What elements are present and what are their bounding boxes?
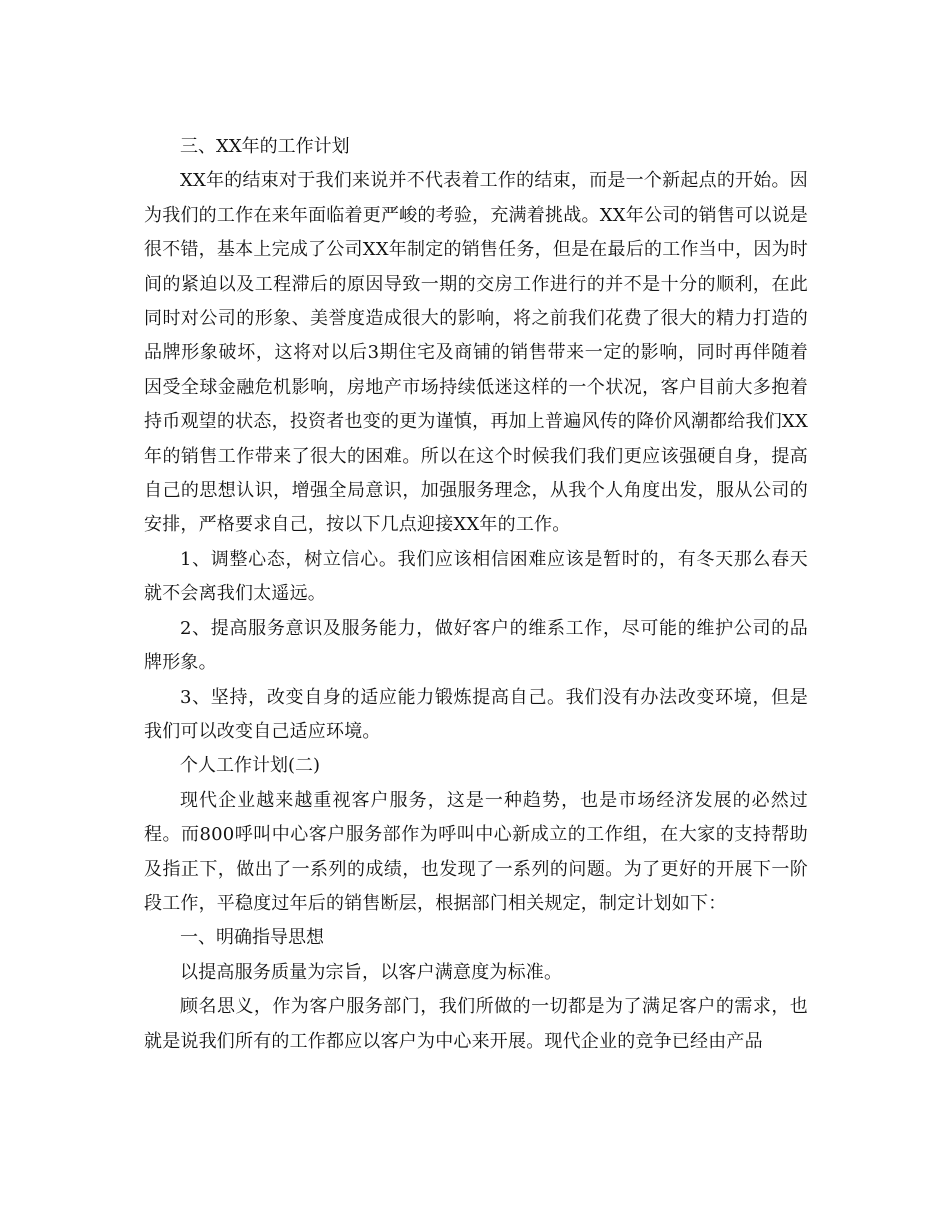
section-heading-personal-plan-2: 个人工作计划(二) [180,755,321,777]
paragraph-point-1: 1、调整心态，树立信心。我们应该相信困难应该是暂时的，有冬天那么春天就不会离我们太遥远。 [144,548,808,605]
paragraph-year-summary: XX年的结束对于我们来说并不代表着工作的结束，而是一个新起点的开始。因为我们的工作在来年面临着更严峻的考验，充满着挑战。XX年公司的销售可以说是很不错，基本上完成了公司XX年制定的销售任务，但是在最后的工作当中，因为时间的紧迫以及工程滞后的原因导致一期的交房工作进行的并不是十分的顺利，在此同时对公司的形象、美誉度造成很大的影响，将之前我们花费了很大的精力打造的品牌形象破坏，这将对以后3期住宅及商铺的销售带来一定的影响，同时再伴随着因受全球金融危机影响，房地产市场持续低迷这样的一个状况，客户目前大多抱着持币观望的状态，投资者也变的更为谨慎，再加上普遍风传的降价风潮都给我们XX年的销售工作带来了很大的困难。所以在这个时候我们我们更应该强硬自身，提高自己的思想认识，增强全局意识，加强服务理念，从我个人角度出发，服从公司的安排，严格要求自己，按以下几点迎接XX年的工作。 [144,170,808,536]
paragraph-customer-centric: 顾名思义，作为客户服务部门，我们所做的一切都是为了满足客户的需求，也就是说我们所有的工作都应以客户为中心来开展。现代企业的竞争已经由产品 [144,996,808,1052]
section-heading-work-plan: 三、XX年的工作计划 [180,136,350,157]
paragraph-point-2: 2、提高服务意识及服务能力，做好客户的维系工作，尽可能的维护公司的品牌形象。 [144,617,808,674]
paragraph-point-3: 3、坚持，改变自身的适应能力锻炼提高自己。我们没有办法改变环境，但是我们可以改变自己适应环境。 [144,686,808,742]
paragraph-service-purpose: 以提高服务质量为宗旨，以客户满意度为标准。 [180,961,563,983]
document-body [144,130,808,1059]
section-heading-guiding-thought: 一、明确指导思想 [180,927,324,949]
paragraph-customer-service-intro: 现代企业越来越重视客户服务，这是一种趋势，也是市场经济发展的必然过程。而800呼叫中心客户服务部作为呼叫中心新成立的工作组，在大家的支持帮助及指正下，做出了一系列的成绩，也发现了一系列的问题。为了更好的开展下一阶段工作，平稳度过年后的销售断层，根据部门相关规定，制定计划如下： [144,789,808,914]
